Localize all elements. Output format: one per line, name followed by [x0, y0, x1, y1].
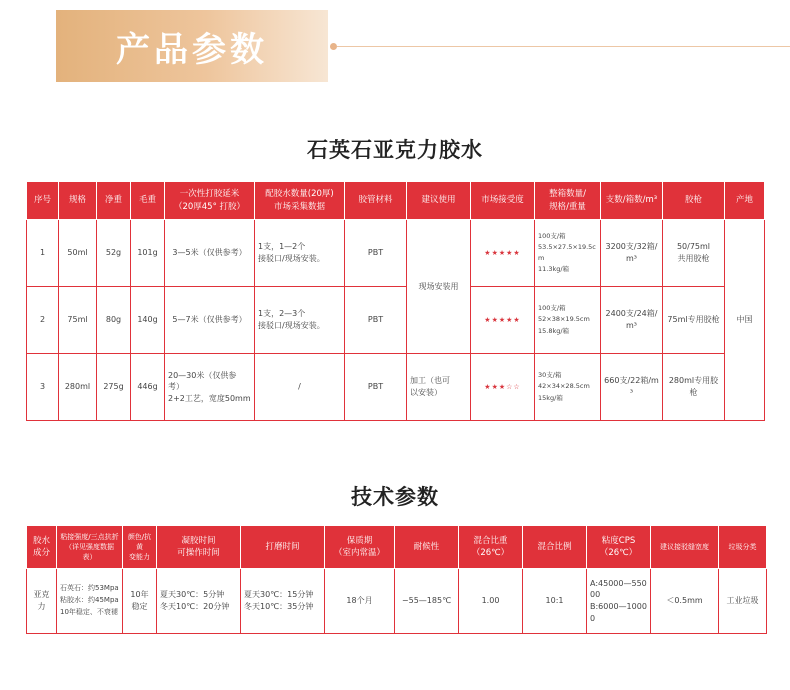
header-cell: 毛重	[131, 182, 165, 220]
cell-gun: 75ml专用胶枪	[663, 287, 725, 354]
header-cell: 市场接受度	[471, 182, 535, 220]
cell-usage: 现场安装用	[407, 220, 471, 354]
cell-rating: ★★★★★	[471, 220, 535, 287]
header-cell: 建议接驳缝宽度	[651, 526, 719, 569]
cell-density: 2400支/24箱/m³	[601, 287, 663, 354]
cell-net: 275g	[97, 354, 131, 421]
cell-length: 3—5米（仅供参考）	[165, 220, 255, 287]
header-cell: 垃圾分类	[719, 526, 767, 569]
product-spec-table	[26, 181, 765, 421]
cell-gap: ＜0.5mm	[651, 569, 719, 634]
cell-net: 80g	[97, 287, 131, 354]
header-cell: 打磨时间	[241, 526, 325, 569]
header-cell: 整箱数量/ 规格/重量	[535, 182, 601, 220]
header-cell: 建议使用	[407, 182, 471, 220]
cell-gross: 101g	[131, 220, 165, 287]
cell-weather: −55—185℃	[395, 569, 459, 634]
table-header-row	[27, 182, 765, 220]
cell-no: 2	[27, 287, 59, 354]
cell-ratio: 10:1	[523, 569, 587, 634]
cell-no: 3	[27, 354, 59, 421]
header-cell: 配胶水数量(20厚) 市场采集数据	[255, 182, 345, 220]
cell-origin: 中国	[725, 220, 765, 421]
cell-strength: 石英石：约53Mpa 粘胶水：约45Mpa 10年稳定、不衰褪	[57, 569, 123, 634]
cell-box: 100支/箱 53.5×27.5×19.5cm 11.3kg/箱	[535, 220, 601, 287]
cell-net: 52g	[97, 220, 131, 287]
banner-title: 产品参数	[116, 29, 268, 70]
cell-gun: 280ml专用胶枪	[663, 354, 725, 421]
header-cell: 序号	[27, 182, 59, 220]
header-cell: 胶水 成分	[27, 526, 57, 569]
banner-dot	[330, 43, 337, 50]
cell-density: 3200支/32箱/m³	[601, 220, 663, 287]
table-header-row	[27, 526, 767, 569]
cell-tube: PBT	[345, 354, 407, 421]
table-row	[27, 569, 767, 634]
header-cell: 胶管材料	[345, 182, 407, 220]
cell-length: 5—7米（仅供参考）	[165, 287, 255, 354]
cell-spec: 75ml	[59, 287, 97, 354]
table-row	[27, 220, 765, 287]
cell-spec: 280ml	[59, 354, 97, 421]
header-cell: 混合比重 （26℃）	[459, 526, 523, 569]
header-cell: 混合比例	[523, 526, 587, 569]
table-row	[27, 287, 765, 354]
header-cell: 一次性打胶延米 （20厚45° 打胶）	[165, 182, 255, 220]
cell-gravity: 1.00	[459, 569, 523, 634]
tech-params-table	[26, 525, 767, 634]
cell-count: /	[255, 354, 345, 421]
cell-shelf-life: 18个月	[325, 569, 395, 634]
cell-rating: ★★★★★	[471, 287, 535, 354]
header-cell: 规格	[59, 182, 97, 220]
header-cell: 颜色/抗黄 变能力	[123, 526, 157, 569]
cell-usage: 加工（也可 以安装）	[407, 354, 471, 421]
header-cell: 支数/箱数/m³	[601, 182, 663, 220]
cell-count: 1支，2—3个 接驳口/现场安装。	[255, 287, 345, 354]
header-cell: 粘度CPS （26℃）	[587, 526, 651, 569]
section-banner	[56, 10, 328, 82]
cell-tube: PBT	[345, 287, 407, 354]
cell-polish-time: 夏天30℃：15分钟 冬天10℃：35分钟	[241, 569, 325, 634]
header-cell: 产地	[725, 182, 765, 220]
header-cell: 净重	[97, 182, 131, 220]
cell-tube: PBT	[345, 220, 407, 287]
cell-gel-time: 夏天30℃：5分钟 冬天10℃：20分钟	[157, 569, 241, 634]
cell-viscosity: A:45000—55000 B:6000—10000	[587, 569, 651, 634]
cell-length: 20—30米（仅供参考） 2+2工艺，宽度50mm	[165, 354, 255, 421]
cell-gun: 50/75ml 共用胶枪	[663, 220, 725, 287]
header-cell: 保质期 （室内常温）	[325, 526, 395, 569]
cell-no: 1	[27, 220, 59, 287]
cell-rating: ★★★☆☆	[471, 354, 535, 421]
cell-box: 100支/箱 52×38×19.5cm 15.8kg/箱	[535, 287, 601, 354]
cell-spec: 50ml	[59, 220, 97, 287]
tech-section-title: 技术参数	[351, 485, 439, 509]
product-section-title: 石英石亚克力胶水	[307, 138, 483, 162]
cell-waste: 工业垃圾	[719, 569, 767, 634]
cell-gross: 140g	[131, 287, 165, 354]
cell-component: 亚克力	[27, 569, 57, 634]
header-cell: 凝胶时间 可操作时间	[157, 526, 241, 569]
banner-divider	[337, 46, 790, 47]
cell-density: 660支/22箱/m³	[601, 354, 663, 421]
cell-box: 30支/箱 42×34×28.5cm 15kg/箱	[535, 354, 601, 421]
header-cell: 耐候性	[395, 526, 459, 569]
cell-color: 10年 稳定	[123, 569, 157, 634]
header-cell: 粘接强度/三点抗折 （详见强度数据表）	[57, 526, 123, 569]
header-cell: 胶枪	[663, 182, 725, 220]
cell-gross: 446g	[131, 354, 165, 421]
table-row	[27, 354, 765, 421]
cell-count: 1支，1—2个 接驳口/现场安装。	[255, 220, 345, 287]
